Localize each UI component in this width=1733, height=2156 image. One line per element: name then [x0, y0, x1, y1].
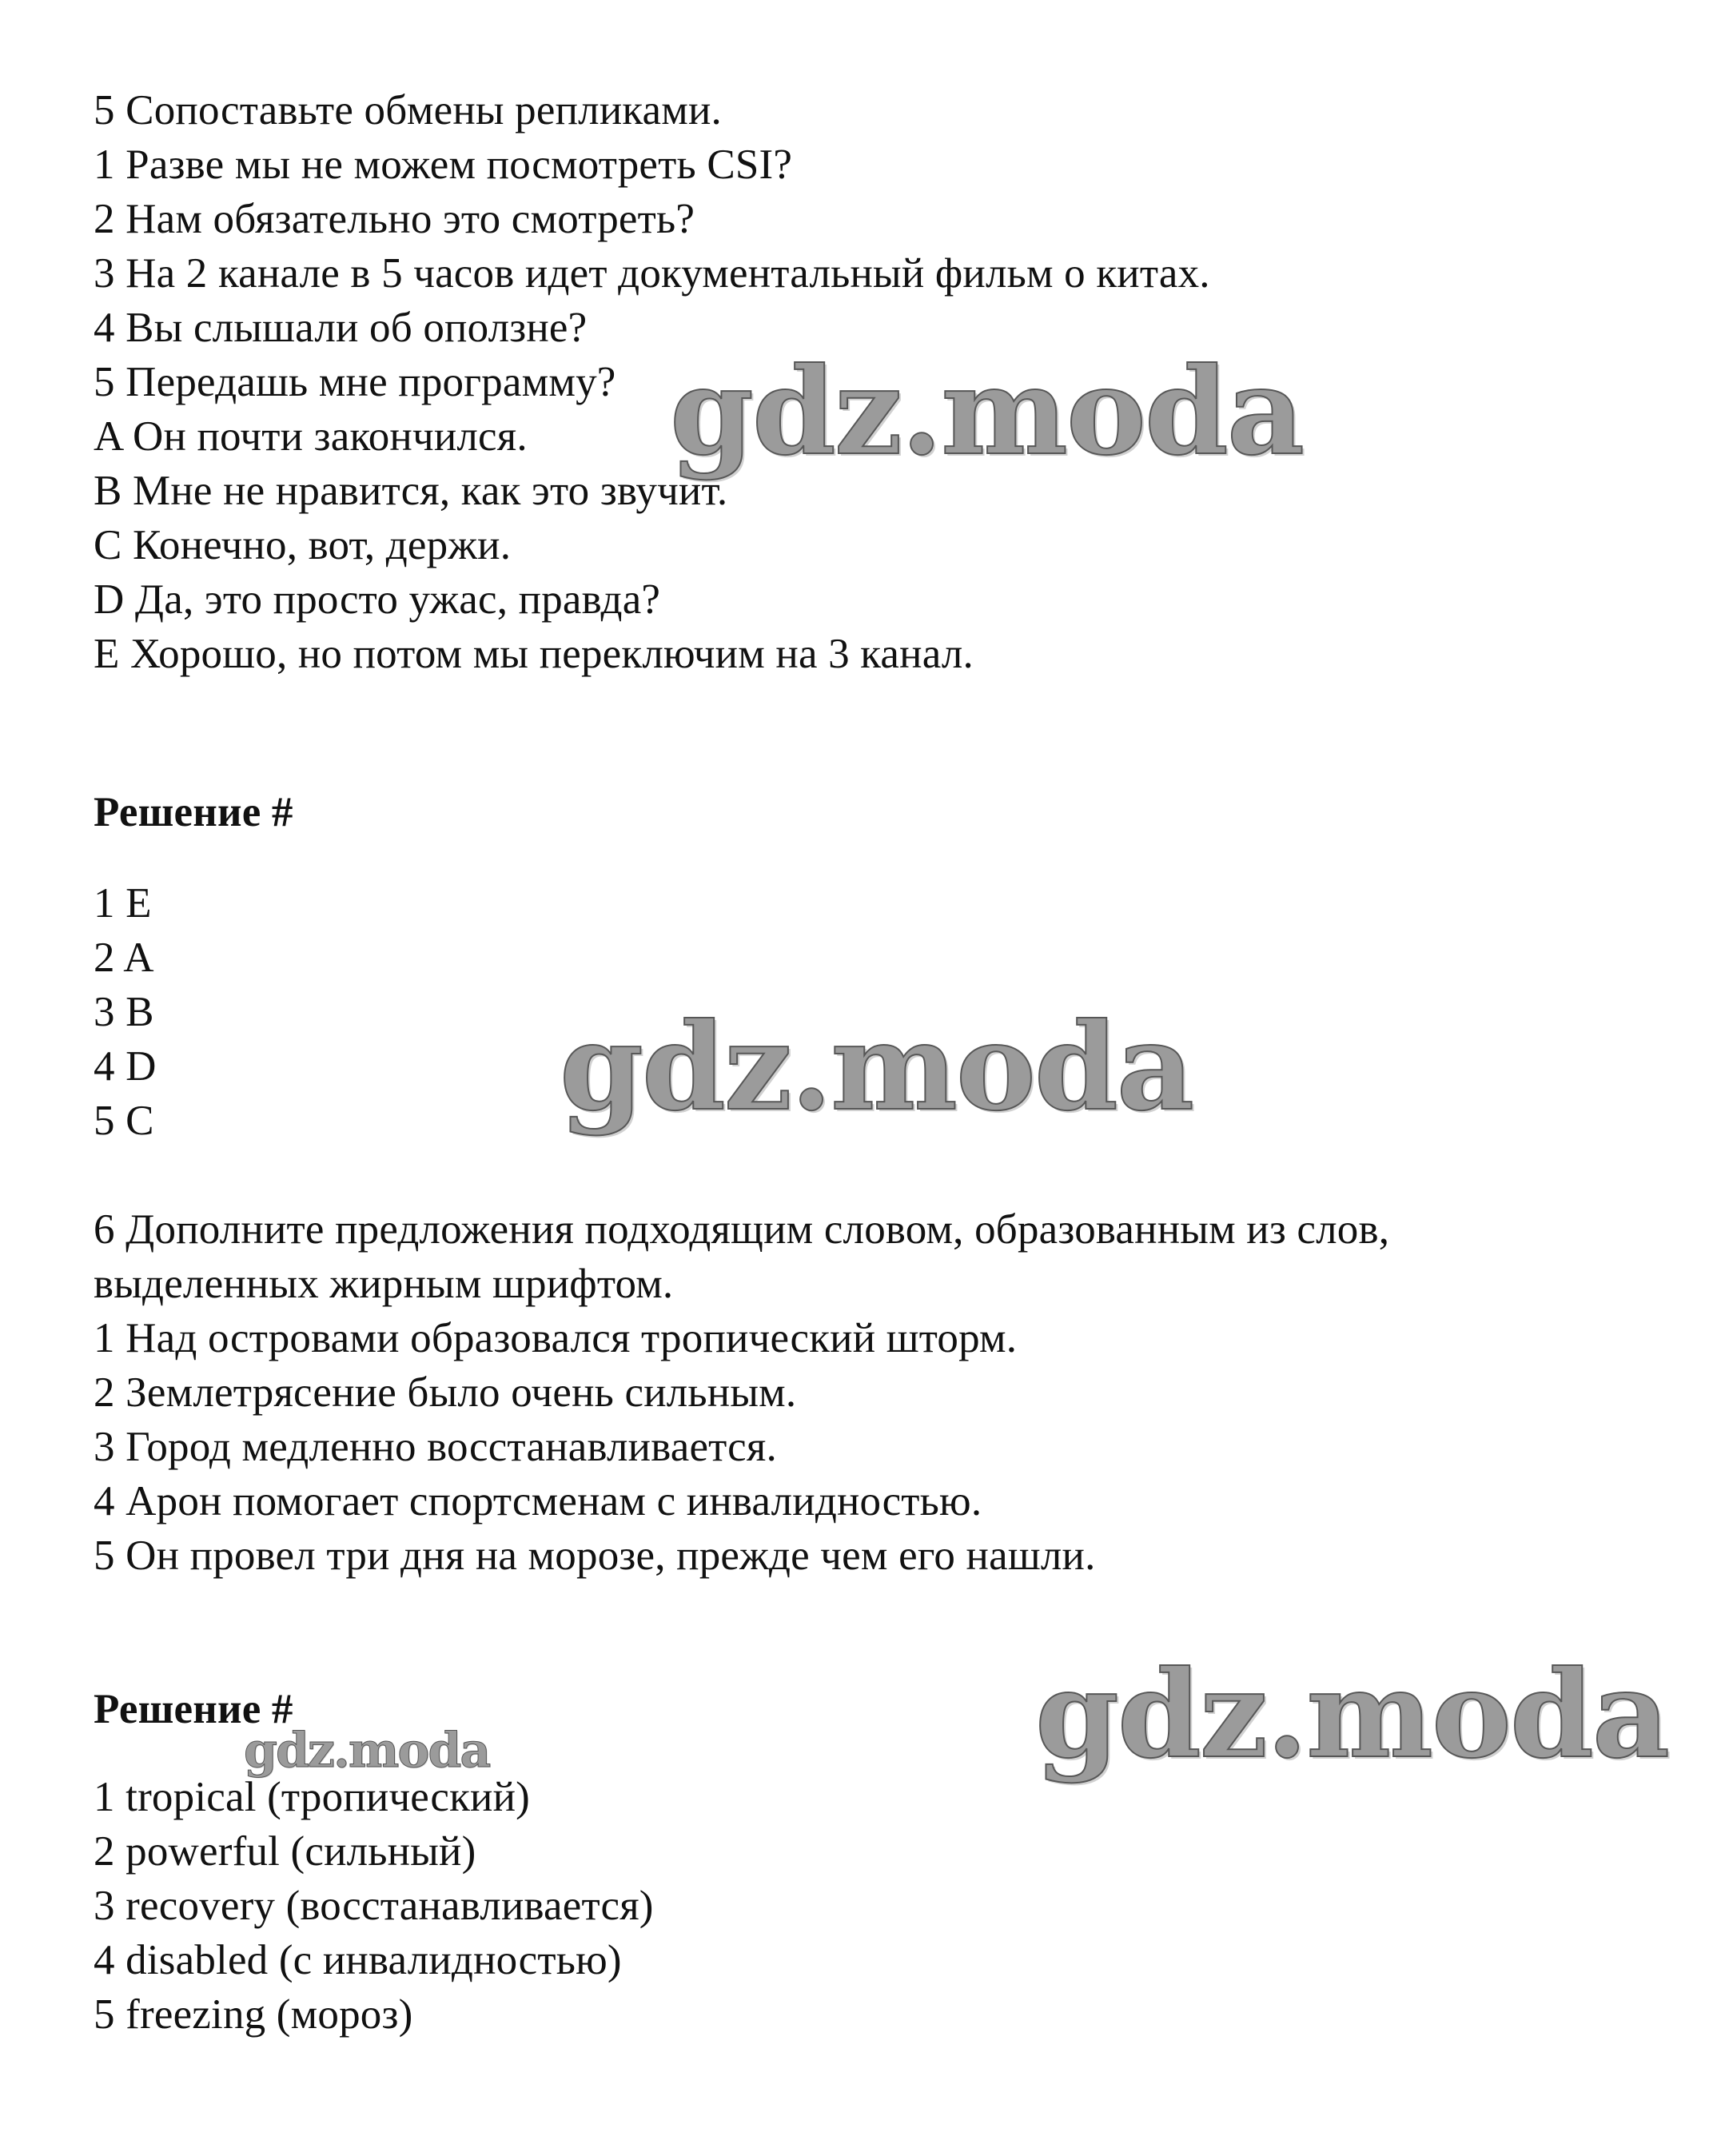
solution-5-heading: Решение #	[94, 789, 293, 835]
exercise-6-title-continued: выделенных жирным шрифтом.	[94, 1261, 674, 1307]
exercise-6-item: 5 Он провел три дня на морозе, прежде чем его нашли.	[94, 1532, 1096, 1579]
exercise-5-item: 2 Нам обязательно это смотреть?	[94, 196, 695, 242]
watermark-logo: gdz.moda	[1035, 1644, 1669, 1785]
exercise-5-item: 3 На 2 канале в 5 часов идет документальный фильм о китах.	[94, 250, 1210, 297]
solution-6-answer: 4 disabled (с инвалидностью)	[94, 1937, 622, 1983]
solution-5-answer: 2 A	[94, 935, 154, 981]
exercise-5-option: C Конечно, вот, держи.	[94, 522, 512, 568]
solution-6-answer: 1 tropical (тропический)	[94, 1774, 531, 1820]
watermark-logo: gdz.moda	[244, 1723, 490, 1779]
exercise-6-item: 2 Землетрясение было очень сильным.	[94, 1369, 797, 1416]
watermark-logo: gdz.moda	[560, 997, 1193, 1138]
solution-5-answer: 1 E	[94, 880, 152, 927]
exercise-5-item: 5 Передашь мне программу?	[94, 359, 616, 405]
watermark-logo: gdz.moda	[670, 341, 1304, 482]
exercise-5-item: 1 Разве мы не можем посмотреть CSI?	[94, 141, 793, 188]
exercise-5-item: 4 Вы слышали об оползне?	[94, 305, 588, 351]
exercise-6-title: 6 Дополните предложения подходящим словом, образованным из слов,	[94, 1206, 1390, 1253]
solution-6-answer: 5 freezing (мороз)	[94, 1991, 413, 2038]
exercise-5-option: D Да, это просто ужас, правда?	[94, 576, 661, 623]
exercise-5-option: E Хорошо, но потом мы переключим на 3 канал.	[94, 631, 974, 677]
solution-5-answer: 3 B	[94, 989, 154, 1035]
solution-6-answer: 3 recovery (восстанавливается)	[94, 1883, 654, 1929]
solution-5-answer: 4 D	[94, 1043, 157, 1090]
exercise-6-item: 1 Над островами образовался тропический шторм.	[94, 1315, 1018, 1361]
exercise-5-title: 5 Сопоставьте обмены репликами.	[94, 87, 723, 134]
exercise-6-item: 4 Арон помогает спортсменам с инвалидностью.	[94, 1478, 982, 1524]
exercise-5-option: A Он почти закончился.	[94, 413, 528, 460]
exercise-6-item: 3 Город медленно восстанавливается.	[94, 1424, 777, 1470]
solution-6-answer: 2 powerful (сильный)	[94, 1828, 476, 1875]
solution-6-heading: Решение #	[94, 1686, 293, 1732]
solution-5-answer: 5 C	[94, 1098, 154, 1144]
exercise-5-option: B Мне не нравится, как это звучит.	[94, 468, 728, 514]
